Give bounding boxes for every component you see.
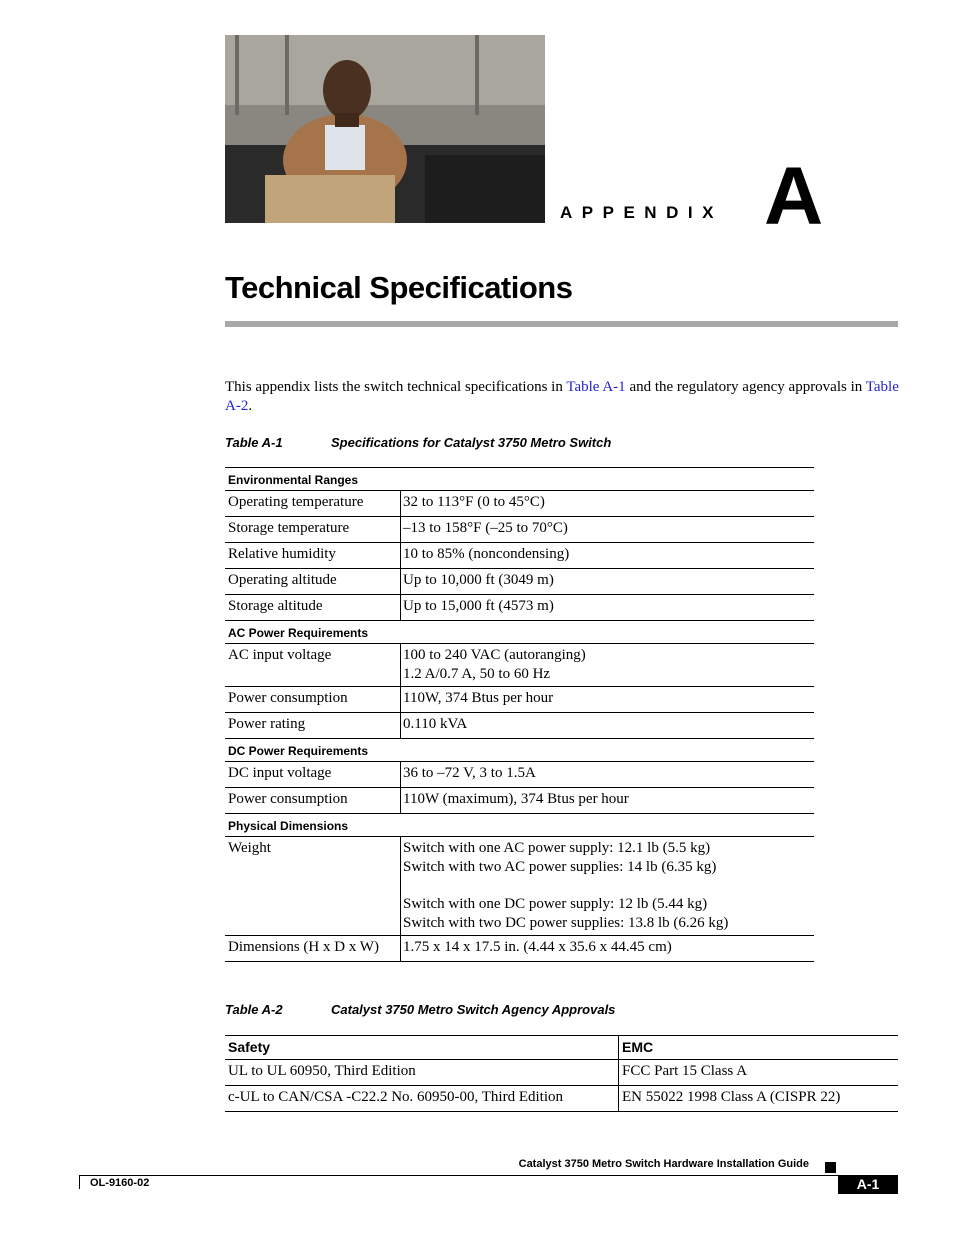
table-row [225,595,814,621]
table-cell: c-UL to CAN/CSA -C22.2 No. 60950-00, Third Edition [225,1086,619,1112]
spec-value [401,543,815,569]
spec-value [401,936,815,962]
spec-value-line: Switch with two DC power supplies: 13.8 lb (6.26 kg) [403,915,729,931]
table1-caption-title: Specifications for Catalyst 3750 Metro Switch [331,435,612,450]
table-row [225,644,814,687]
table-row [225,1060,898,1086]
page-title: Technical Specifications [225,270,573,305]
column-header-safety: Safety [225,1036,619,1060]
table-cell: FCC Part 15 Class A [622,1063,748,1079]
spec-label: Operating altitude [225,569,401,595]
spec-value-line: 0.110 kVA [403,716,468,732]
spec-value-line: 32 to 113°F (0 to 45°C) [403,494,545,510]
table2-caption-label: Table A-2 [225,1002,283,1017]
appendix-letter: A [764,151,824,242]
spec-value [401,569,815,595]
spec-value [401,788,815,814]
spec-label: AC input voltage [225,644,401,687]
spec-label: Power consumption [225,788,401,814]
table-cell: EN 55022 1998 Class A (CISPR 22) [622,1089,841,1105]
table-row [225,491,814,517]
table-row [225,837,814,936]
table2-caption-title: Catalyst 3750 Metro Switch Agency Approvals [331,1002,616,1017]
header-photo [225,35,545,223]
spacer [403,877,814,895]
appendix-label: APPENDIX [560,203,723,222]
intro-text-middle: and the regulatory agency approvals in [625,379,866,395]
spec-value-line: Switch with one AC power supply: 12.1 lb (5.5 kg) [403,840,711,856]
footer-rule [79,1175,838,1176]
table-row [225,788,814,814]
table-row [225,687,814,713]
spec-label: Relative humidity [225,543,401,569]
section-heading: DC Power Requirements [228,744,369,758]
table-row [225,713,814,739]
table-row [225,569,814,595]
spec-label: DC input voltage [225,762,401,788]
agency-approvals-table [225,1035,898,1112]
spec-label: Operating temperature [225,491,401,517]
spec-value-line: 1.75 x 14 x 17.5 in. (4.44 x 35.6 x 44.45 cm) [403,939,672,955]
table-row [225,543,814,569]
table-row [225,936,814,962]
spec-value [401,491,815,517]
spec-value [401,762,815,788]
intro-text-before: This appendix lists the switch technical specifications in [225,379,567,395]
spec-label: Power rating [225,713,401,739]
section-heading: Environmental Ranges [228,473,359,487]
title-rule [225,321,898,327]
table2-caption [225,1002,615,1017]
spec-label: Weight [225,837,401,936]
table-cell: UL to UL 60950, Third Edition [225,1060,619,1086]
table-row [225,762,814,788]
footer-guide-title: Catalyst 3750 Metro Switch Hardware Installation Guide [518,1158,809,1170]
spec-value [401,713,815,739]
spec-value [401,517,815,543]
spec-value-line: Up to 15,000 ft (4573 m) [403,598,554,614]
table-header-row [225,1036,898,1060]
spec-value [401,837,815,936]
page-number: A-1 [838,1175,898,1194]
spec-value-line: Up to 10,000 ft (3049 m) [403,572,554,588]
spec-label: Storage altitude [225,595,401,621]
footer-marker [825,1162,836,1173]
spec-value-line: –13 to 158°F (–25 to 70°C) [403,520,568,536]
section-heading-row [225,468,814,491]
section-heading-row [225,621,814,644]
section-heading: Physical Dimensions [228,819,349,833]
table-row [225,517,814,543]
spec-value-line: 110W (maximum), 374 Btus per hour [403,791,629,807]
document-id: OL-9160-02 [90,1177,150,1189]
link-table-a2[interactable]: Table A-2 [225,379,899,414]
spec-value [401,687,815,713]
spec-value-line: Switch with one DC power supply: 12 lb (5.44 kg) [403,896,708,912]
spec-label: Storage temperature [225,517,401,543]
table1-caption-label: Table A-1 [225,435,283,450]
footer-tick [79,1175,80,1189]
spec-value-line: 100 to 240 VAC (autoranging) [403,647,586,663]
spec-value [401,595,815,621]
spec-value-line: 10 to 85% (noncondensing) [403,546,570,562]
table-row [225,1086,898,1112]
intro-paragraph [225,378,900,415]
section-heading-row [225,739,814,762]
intro-text-after: . [248,397,253,414]
spec-value [401,644,815,687]
spec-value-line: 1.2 A/0.7 A, 50 to 60 Hz [403,666,551,682]
specifications-table [225,467,814,962]
spec-value-line: Switch with two AC power supplies: 14 lb (6.35 kg) [403,859,717,875]
column-header-emc: EMC [622,1039,654,1055]
spec-value-line: 110W, 374 Btus per hour [403,690,554,706]
table1-caption [225,435,611,450]
spec-value-line: 36 to –72 V, 3 to 1.5A [403,765,536,781]
section-heading-row [225,814,814,837]
section-heading: AC Power Requirements [228,626,369,640]
link-table-a1[interactable]: Table A-1 [566,379,626,395]
spec-label: Dimensions (H x D x W) [225,936,401,962]
spec-label: Power consumption [225,687,401,713]
